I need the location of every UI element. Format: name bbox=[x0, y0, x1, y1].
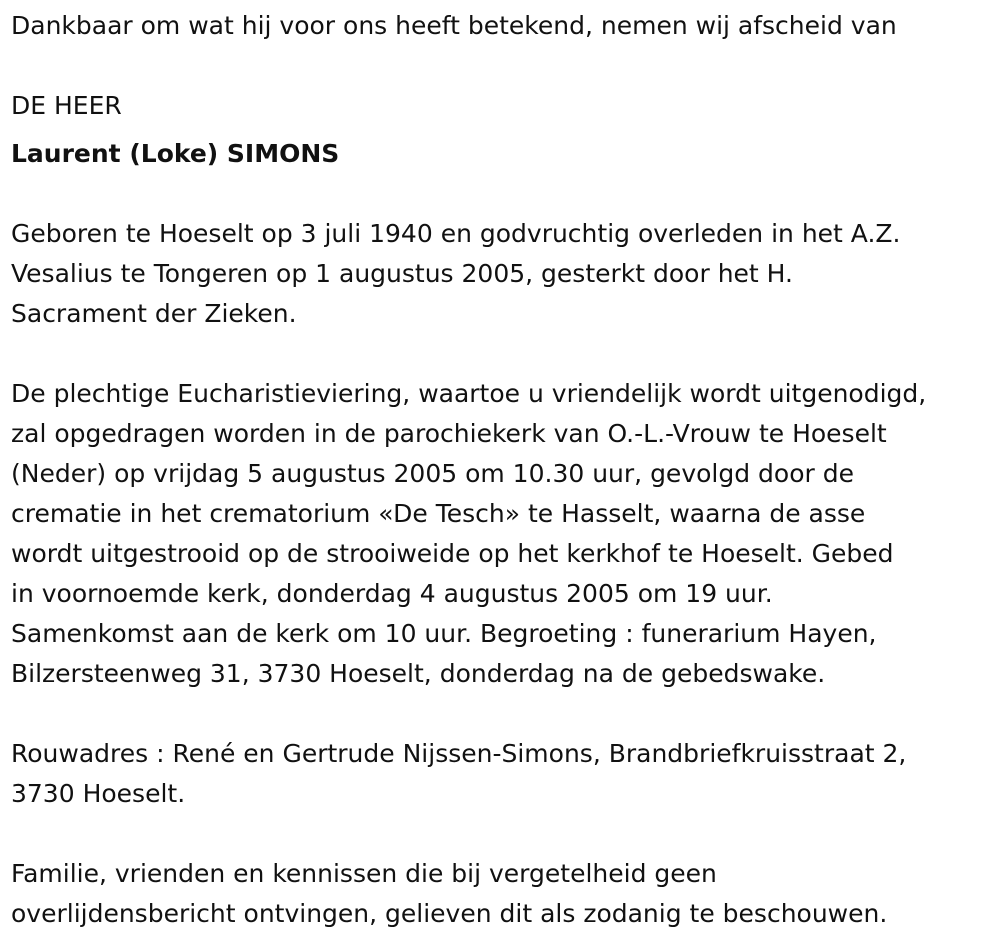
paragraph-line: overlijdensbericht ontvingen, gelieven dit als zodanig te beschouwen. bbox=[11, 899, 888, 928]
paragraph-line: Sacrament der Zieken. bbox=[11, 299, 297, 328]
ceremony-paragraph bbox=[11, 374, 996, 694]
closing-paragraph bbox=[11, 854, 996, 934]
birth-death-paragraph bbox=[11, 214, 996, 334]
paragraph-line: Bilzersteenweg 31, 3730 Hoeselt, donderdag na de gebedswake. bbox=[11, 659, 826, 688]
spacer bbox=[11, 174, 996, 214]
paragraph-line: wordt uitgestrooid op de strooiweide op het kerkhof te Hoeselt. Gebed bbox=[11, 539, 894, 568]
spacer bbox=[11, 694, 996, 734]
paragraph-line: Samenkomst aan de kerk om 10 uur. Begroeting : funerarium Hayen, bbox=[11, 619, 877, 648]
paragraph-line: De plechtige Eucharistieviering, waartoe u vriendelijk wordt uitgenodigd, bbox=[11, 379, 927, 408]
paragraph-line: crematie in het crematorium «De Tesch» te Hasselt, waarna de asse bbox=[11, 499, 866, 528]
intro-text: Dankbaar om wat hij voor ons heeft betekend, nemen wij afscheid van bbox=[11, 11, 897, 40]
paragraph-line: Familie, vrienden en kennissen die bij vergetelheid geen bbox=[11, 859, 717, 888]
spacer bbox=[11, 334, 996, 374]
paragraph-line: (Neder) op vrijdag 5 augustus 2005 om 10.30 uur, gevolgd door de bbox=[11, 459, 854, 488]
address-paragraph bbox=[11, 734, 996, 814]
paragraph-line: Vesalius te Tongeren op 1 augustus 2005, gesterkt door het H. bbox=[11, 259, 793, 288]
paragraph-line: 3730 Hoeselt. bbox=[11, 779, 186, 808]
paragraph-line: in voornoemde kerk, donderdag 4 augustus 2005 om 19 uur. bbox=[11, 579, 773, 608]
spacer bbox=[11, 46, 996, 86]
paragraph-line: zal opgedragen worden in de parochiekerk van O.-L.-Vrouw te Hoeselt bbox=[11, 419, 887, 448]
honorific-title: DE HEER bbox=[11, 91, 122, 120]
spacer bbox=[11, 814, 996, 854]
paragraph-line: Geboren te Hoeselt op 3 juli 1940 en godvruchtig overleden in het A.Z. bbox=[11, 219, 901, 248]
paragraph-line: Rouwadres : René en Gertrude Nijssen-Simons, Brandbriefkruisstraat 2, bbox=[11, 739, 907, 768]
death-notice bbox=[11, 6, 996, 934]
deceased-name: Laurent (Loke) SIMONS bbox=[11, 139, 340, 168]
